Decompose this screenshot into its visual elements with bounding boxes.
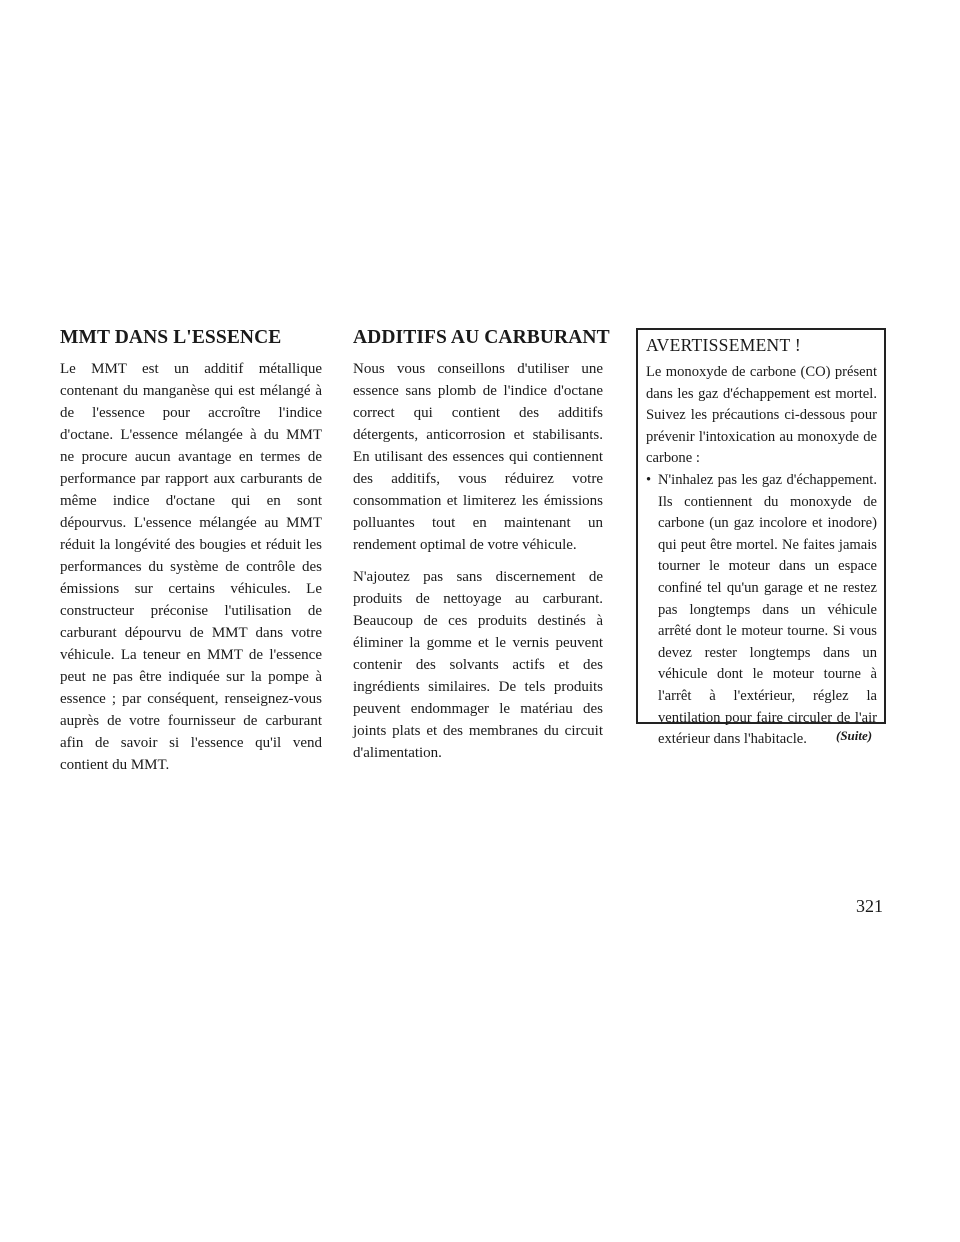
continued-label: (Suite)	[836, 728, 873, 743]
warning-title: AVERTISSEMENT !	[646, 335, 801, 355]
warning-bullet-list	[646, 470, 877, 751]
warning-intro: Le monoxyde de carbone (CO) présent dans les gaz d'échappement est mortel. Suivez les précautions ci-dessous pour prévenir l'intoxication au monoxyde de carbone :	[646, 364, 877, 467]
column-mmt	[60, 326, 322, 786]
paragraph-mmt: Le MMT est un additif métallique contenant du manganèse qui est mélangé à de l'essence pour accroître l'indice d'octane. L'essence mélangée à du MMT ne procure aucun avantage en termes de performance par rapport aux carburants de même indice d'octane qui en sont dépourvus. L'essence mélangée au MMT réduit la longévité des bougies et réduit les performances du système de contrôle des émissions sur certains véhicules. Le constructeur préconise l'utilisation de carburant dépourvu de MMT dans votre véhicule. La teneur en MMT de l'essence peut ne pas être indiquée sur la pompe à essence ; par conséquent, renseignez-vous auprès de votre fournisseur de carburant afin de savoir si l'essence qu'il vend contient du MMT.	[60, 361, 322, 773]
section-heading-mmt: MMT DANS L'ESSENCE	[60, 327, 282, 348]
page-number: 321	[856, 896, 883, 916]
paragraph-additifs-1: Nous vous conseillons d'utiliser une essence sans plomb de l'indice d'octane correct qui contient des additifs détergents, anticorrosion et stabilisants. En utilisant des essences qui contiennent des additifs, vous réduirez votre consommation et limiterez les émissions polluantes tout en maintenant un rendement optimal de votre véhicule.	[353, 361, 603, 553]
column-additifs	[353, 326, 610, 774]
bullet-icon: •	[646, 471, 652, 488]
warning-bullet-text: N'inhalez pas les gaz d'échappement. Ils contiennent du monoxyde de carbone (un gaz incolore et inodore) qui peut être mortel. Ne faites jamais tourner le moteur dans un espace confiné tel qu'un garage et ne restez pas longtemps dans un véhicule arrêté dont le moteur tourne. Si vous devez rester longtemps dans un véhicule dont le moteur tourne à l'arrêt à l'extérieur, réglez la ventilation pour faire circuler de l'air extérieur dans l'habitacle.	[658, 471, 877, 748]
warning-bullet-item	[646, 470, 877, 751]
paragraph-additifs-2: N'ajoutez pas sans discernement de produits de nettoyage au carburant. Beaucoup de ces produits destinés à éliminer la gomme et le vernis peuvent contenir des solvants actifs et des ingrédients similaires. De tels produits peuvent endommager le matériau des joints plats et des membranes du circuit d'alimentation.	[353, 569, 603, 761]
section-heading-additifs: ADDITIFS AU CARBURANT	[353, 327, 610, 348]
